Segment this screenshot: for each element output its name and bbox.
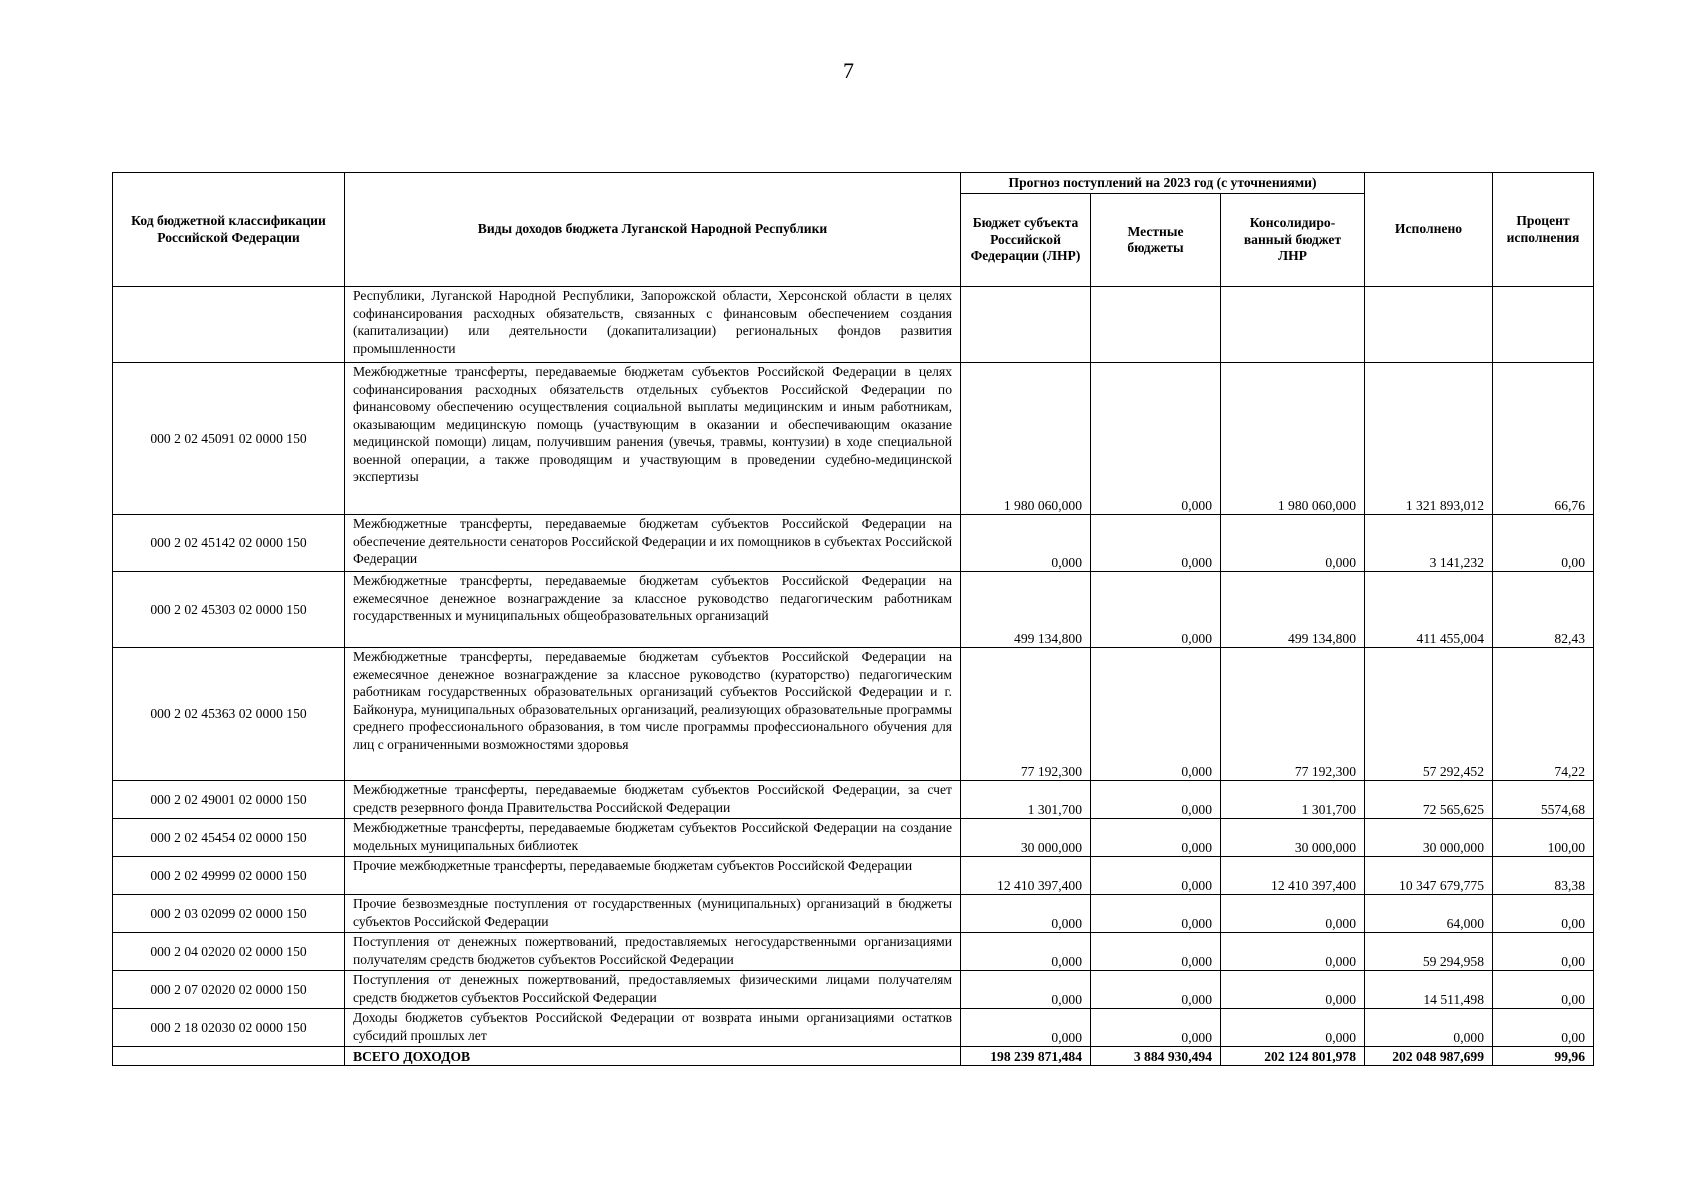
table-row bbox=[113, 857, 1594, 895]
row-percent: 100,00 bbox=[1493, 819, 1594, 857]
row-executed: 1 321 893,012 bbox=[1365, 363, 1493, 515]
row-subject-budget: 1 980 060,000 bbox=[961, 363, 1091, 515]
table-row bbox=[113, 287, 1594, 363]
row-consolidated: 1 980 060,000 bbox=[1221, 363, 1365, 515]
row-subject-budget: 0,000 bbox=[961, 1009, 1091, 1047]
row-consolidated: 0,000 bbox=[1221, 515, 1365, 572]
row-code: 000 2 02 45303 02 0000 150 bbox=[113, 572, 345, 648]
row-description: Поступления от денежных пожертвований, предоставляемых негосударственными организациями получателям средств бюджетов субъектов Российской Федерации bbox=[345, 933, 961, 971]
row-description: Межбюджетные трансферты, передаваемые бюджетам субъектов Российской Федерации на обеспечение деятельности сенаторов Российской Федерации и их помощников в субъектах Российской Федерации bbox=[345, 515, 961, 572]
row-local-budgets: 0,000 bbox=[1091, 363, 1221, 515]
row-consolidated: 12 410 397,400 bbox=[1221, 857, 1365, 895]
row-subject-budget: 1 301,700 bbox=[961, 781, 1091, 819]
row-executed bbox=[1365, 287, 1493, 363]
row-executed: 10 347 679,775 bbox=[1365, 857, 1493, 895]
header-income-types: Виды доходов бюджета Луганской Народной Республики bbox=[345, 173, 961, 287]
table-row bbox=[113, 648, 1594, 781]
row-subject-budget: 499 134,800 bbox=[961, 572, 1091, 648]
row-percent: 82,43 bbox=[1493, 572, 1594, 648]
total-subject-budget: 198 239 871,484 bbox=[961, 1047, 1091, 1066]
row-code: 000 2 18 02030 02 0000 150 bbox=[113, 1009, 345, 1047]
row-local-budgets: 0,000 bbox=[1091, 781, 1221, 819]
row-consolidated: 30 000,000 bbox=[1221, 819, 1365, 857]
table-row bbox=[113, 971, 1594, 1009]
total-executed: 202 048 987,699 bbox=[1365, 1047, 1493, 1066]
row-code: 000 2 02 45363 02 0000 150 bbox=[113, 648, 345, 781]
total-label: ВСЕГО ДОХОДОВ bbox=[345, 1047, 961, 1066]
header-consolidated: Консолидиро-ванный бюджет ЛНР bbox=[1221, 194, 1365, 287]
row-local-budgets: 0,000 bbox=[1091, 648, 1221, 781]
row-local-budgets bbox=[1091, 287, 1221, 363]
total-local: 3 884 930,494 bbox=[1091, 1047, 1221, 1066]
header-code: Код бюджетной классификации Российской Федерации bbox=[113, 173, 345, 287]
row-description: Поступления от денежных пожертвований, предоставляемых физическими лицами получателям средств бюджетов субъектов Российской Федерации bbox=[345, 971, 961, 1009]
row-local-budgets: 0,000 bbox=[1091, 819, 1221, 857]
row-consolidated: 0,000 bbox=[1221, 933, 1365, 971]
row-subject-budget: 77 192,300 bbox=[961, 648, 1091, 781]
row-executed: 14 511,498 bbox=[1365, 971, 1493, 1009]
row-local-budgets: 0,000 bbox=[1091, 572, 1221, 648]
row-code: 000 2 02 49001 02 0000 150 bbox=[113, 781, 345, 819]
row-description: Межбюджетные трансферты, передаваемые бюджетам субъектов Российской Федерации, за счет средств резервного фонда Правительства Российской Федерации bbox=[345, 781, 961, 819]
row-code: 000 2 07 02020 02 0000 150 bbox=[113, 971, 345, 1009]
row-local-budgets: 0,000 bbox=[1091, 515, 1221, 572]
row-consolidated: 0,000 bbox=[1221, 895, 1365, 933]
total-code-cell bbox=[113, 1047, 345, 1066]
table-row bbox=[113, 933, 1594, 971]
row-executed: 57 292,452 bbox=[1365, 648, 1493, 781]
header-subject-budget: Бюджет субъекта Российской Федерации (ЛНР) bbox=[961, 194, 1091, 287]
header-forecast: Прогноз поступлений на 2023 год (с уточнениями) bbox=[961, 173, 1365, 194]
header-local-budgets: Местные бюджеты bbox=[1091, 194, 1221, 287]
row-description: Межбюджетные трансферты, передаваемые бюджетам субъектов Российской Федерации на ежемесячное денежное вознаграждение за классное руководство педагогическим работникам государственных и муниципальных общеобразовательных организаций bbox=[345, 572, 961, 648]
row-percent: 83,38 bbox=[1493, 857, 1594, 895]
row-percent: 74,22 bbox=[1493, 648, 1594, 781]
row-percent: 66,76 bbox=[1493, 363, 1594, 515]
table-row bbox=[113, 572, 1594, 648]
row-code: 000 2 03 02099 02 0000 150 bbox=[113, 895, 345, 933]
row-subject-budget bbox=[961, 287, 1091, 363]
row-percent: 0,00 bbox=[1493, 933, 1594, 971]
total-consolidated: 202 124 801,978 bbox=[1221, 1047, 1365, 1066]
row-description: Доходы бюджетов субъектов Российской Федерации от возврата иными организациями остатков субсидий прошлых лет bbox=[345, 1009, 961, 1047]
row-consolidated bbox=[1221, 287, 1365, 363]
row-consolidated: 499 134,800 bbox=[1221, 572, 1365, 648]
row-percent: 5574,68 bbox=[1493, 781, 1594, 819]
row-consolidated: 77 192,300 bbox=[1221, 648, 1365, 781]
row-code: 000 2 02 45091 02 0000 150 bbox=[113, 363, 345, 515]
row-percent: 0,00 bbox=[1493, 971, 1594, 1009]
row-subject-budget: 0,000 bbox=[961, 895, 1091, 933]
row-executed: 3 141,232 bbox=[1365, 515, 1493, 572]
row-percent: 0,00 bbox=[1493, 895, 1594, 933]
row-subject-budget: 12 410 397,400 bbox=[961, 857, 1091, 895]
header-executed: Исполнено bbox=[1365, 173, 1493, 287]
page-number: 7 bbox=[843, 58, 854, 83]
row-executed: 30 000,000 bbox=[1365, 819, 1493, 857]
row-consolidated: 0,000 bbox=[1221, 971, 1365, 1009]
row-consolidated: 1 301,700 bbox=[1221, 781, 1365, 819]
row-description: Межбюджетные трансферты, передаваемые бюджетам субъектов Российской Федерации на ежемесячное денежное вознаграждение за классное руководство (кураторство) педагогическим работникам государственных образовательных организаций субъектов Российской Федерации и г. Байконура, муниципальных образовательных организаций, реализующих образовательные программы среднего профессионального образования, в том числе программы профессионального обучения для лиц с ограниченными возможностями здоровья bbox=[345, 648, 961, 781]
row-description: Межбюджетные трансферты, передаваемые бюджетам субъектов Российской Федерации в целях софинансирования расходных обязательств отдельных субъектов Российской Федерации по финансовому обеспечению осуществления социальной выплаты медицинским и иным работникам, оказывающим медицинскую помощь (участвующим в оказании и обеспечивающим оказание медицинской помощи) лицам, получившим ранения (увечья, травмы, контузии) в ходе специальной военной операции, а также проводящим и участвующим в проведении судебно-медицинской экспертизы bbox=[345, 363, 961, 515]
row-local-budgets: 0,000 bbox=[1091, 857, 1221, 895]
row-code: 000 2 04 02020 02 0000 150 bbox=[113, 933, 345, 971]
row-executed: 59 294,958 bbox=[1365, 933, 1493, 971]
row-percent: 0,00 bbox=[1493, 1009, 1594, 1047]
row-description: Прочие безвозмездные поступления от государственных (муниципальных) организаций в бюджеты субъектов Российской Федерации bbox=[345, 895, 961, 933]
row-consolidated: 0,000 bbox=[1221, 1009, 1365, 1047]
table-row bbox=[113, 781, 1594, 819]
table-row bbox=[113, 363, 1594, 515]
row-description: Межбюджетные трансферты, передаваемые бюджетам субъектов Российской Федерации на создание модельных муниципальных библиотек bbox=[345, 819, 961, 857]
table-row bbox=[113, 515, 1594, 572]
row-executed: 64,000 bbox=[1365, 895, 1493, 933]
row-percent bbox=[1493, 287, 1594, 363]
row-percent: 0,00 bbox=[1493, 515, 1594, 572]
table-row bbox=[113, 895, 1594, 933]
row-local-budgets: 0,000 bbox=[1091, 1009, 1221, 1047]
table-row bbox=[113, 819, 1594, 857]
row-local-budgets: 0,000 bbox=[1091, 933, 1221, 971]
row-description: Прочие межбюджетные трансферты, передаваемые бюджетам субъектов Российской Федерации bbox=[345, 857, 961, 895]
header-percent: Процент исполнения bbox=[1493, 173, 1594, 287]
table-row bbox=[113, 1009, 1594, 1047]
row-code: 000 2 02 45454 02 0000 150 bbox=[113, 819, 345, 857]
row-code bbox=[113, 287, 345, 363]
table-body bbox=[113, 287, 1594, 1047]
total-percent: 99,96 bbox=[1493, 1047, 1594, 1066]
row-code: 000 2 02 49999 02 0000 150 bbox=[113, 857, 345, 895]
row-subject-budget: 0,000 bbox=[961, 515, 1091, 572]
row-description: Республики, Луганской Народной Республики, Запорожской области, Херсонской области в целях софинансирования расходных обязательств, связанных с финансовым обеспечением создания (капитализации) или деятельности (докапитализации) региональных фондов развития промышленности bbox=[345, 287, 961, 363]
row-executed: 72 565,625 bbox=[1365, 781, 1493, 819]
row-local-budgets: 0,000 bbox=[1091, 895, 1221, 933]
row-executed: 411 455,004 bbox=[1365, 572, 1493, 648]
row-local-budgets: 0,000 bbox=[1091, 971, 1221, 1009]
row-subject-budget: 30 000,000 bbox=[961, 819, 1091, 857]
row-code: 000 2 02 45142 02 0000 150 bbox=[113, 515, 345, 572]
row-subject-budget: 0,000 bbox=[961, 933, 1091, 971]
row-subject-budget: 0,000 bbox=[961, 971, 1091, 1009]
row-executed: 0,000 bbox=[1365, 1009, 1493, 1047]
total-row bbox=[113, 1047, 1594, 1066]
income-table bbox=[112, 172, 1594, 1066]
